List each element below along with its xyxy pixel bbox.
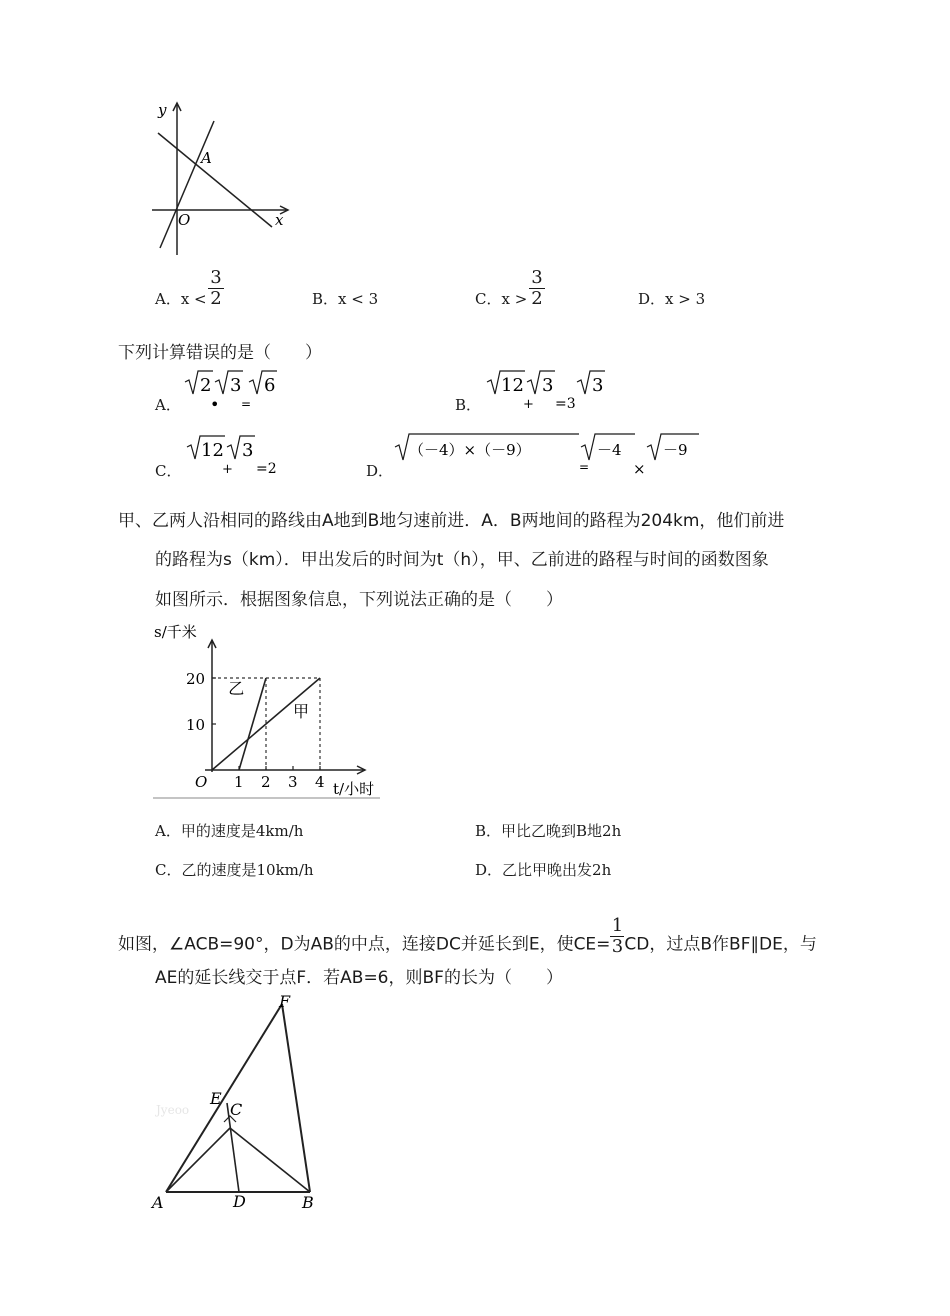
q4-seg-cb [230, 1128, 310, 1192]
q3-option-d[interactable]: D．乙比甲晚出发2h [475, 861, 612, 879]
q2-option-c-label[interactable]: C． [155, 462, 182, 480]
q1-graph [140, 95, 300, 265]
q3-option-c[interactable]: C．乙的速度是10km/h [155, 861, 314, 879]
q1-option-a-text: A．x < [155, 290, 207, 308]
q4-frac-den: 3 [611, 936, 624, 957]
q2-stem: 下列计算错误的是（ ） [118, 343, 322, 363]
q3-xlabel: t/小时 [333, 780, 375, 798]
q4-label-b: B [302, 1193, 314, 1212]
q2-b-radicand-1: 12 [501, 375, 524, 396]
q3-option-b[interactable]: B．甲比乙晚到B地2h [475, 822, 622, 840]
q4-seg-af [166, 1004, 282, 1192]
q1-option-a-num: 3 [210, 267, 222, 288]
q3-stem-line3: 如图所示．根据图象信息，下列说法正确的是（ ） [155, 590, 563, 610]
q2-b-op: + [523, 397, 534, 412]
q2-option-b-expr [485, 368, 615, 418]
q4-figure [148, 990, 338, 1220]
q2-a-radicand-1: 2 [200, 375, 212, 396]
q1-y-label: y [158, 101, 167, 119]
q3-x-tick-label: 4 [315, 773, 325, 791]
q4-seg-ac [166, 1128, 230, 1192]
q2-d-radicand-3: －9 [663, 441, 688, 459]
q2-option-d-label[interactable]: D． [366, 462, 394, 480]
q1-option-a[interactable] [155, 288, 207, 309]
q2-option-d-expr [393, 430, 713, 480]
q3-ylabel: s/千米 [154, 623, 197, 641]
q4-seg-fb [282, 1004, 310, 1192]
q3-chart [150, 622, 390, 804]
q1-option-a-den: 2 [208, 288, 224, 309]
q1-option-a-fraction [208, 268, 224, 309]
q1-option-c[interactable] [475, 288, 527, 309]
q2-option-b-label[interactable]: B． [455, 396, 482, 414]
q4-label-f: F [279, 992, 291, 1011]
q1-option-d-text: D．x > 3 [638, 290, 706, 308]
q4-frac-num: 1 [611, 915, 624, 936]
q4-label-c: C [230, 1100, 243, 1119]
q3-x-tick-label: 3 [288, 773, 298, 791]
q1-origin-label: O [178, 211, 191, 229]
q2-d-radicand-1: （－4）×（－9） [409, 441, 531, 459]
q4-label-e: E [210, 1089, 222, 1108]
q2-c-eq: =2 [256, 461, 277, 477]
q2-option-c-expr [185, 433, 295, 483]
q3-y-tick-label: 10 [186, 716, 206, 734]
q1-option-c-den: 2 [529, 288, 545, 309]
q4-stem-line1-part1: 如图，∠ACB=90°，D为AB的中点，连接DC并延长到E，使CE= [118, 934, 611, 955]
q2-a-radicand-3: 6 [264, 375, 276, 396]
q2-a-eq: = [241, 397, 252, 411]
q1-option-c-fraction [529, 268, 545, 309]
q4-label-d: D [233, 1192, 246, 1211]
q3-series-label-jia: 甲 [293, 702, 310, 722]
q2-b-radicand-3: 3 [592, 375, 604, 396]
q4-stem-line2: AE的延长线交于点F．若AB=6，则BF的长为（ ） [155, 968, 563, 988]
q3-series-label-yi: 乙 [228, 679, 245, 699]
q3-x-tick-label: 2 [261, 773, 271, 791]
q2-option-a-label[interactable]: A． [155, 396, 181, 414]
q3-stem-line1: 甲、乙两人沿相同的路线由A地到B地匀速前进．A．B两地间的路程为204km，他们前进 [118, 511, 785, 531]
q2-c-radicand-1: 12 [201, 440, 224, 461]
q4-stem-line1-part2: CD，过点B作BF∥DE，与 [624, 934, 817, 955]
q4-stem-line1 [118, 915, 817, 965]
q2-d-op: × [633, 460, 646, 478]
q2-c-radicand-2: 3 [242, 440, 254, 461]
q1-option-b[interactable] [312, 288, 378, 309]
q3-stem-line2: 的路程为s（km）．甲出发后的时间为t（h），甲、乙前进的路程与时间的函数图象 [155, 550, 769, 570]
q2-b-radicand-2: 3 [542, 375, 554, 396]
q1-option-c-num: 3 [531, 267, 543, 288]
q2-a-radicand-2: 3 [230, 375, 242, 396]
q1-point-a-label: A [201, 149, 212, 167]
q1-x-label: x [275, 211, 284, 229]
q3-x-tick-label: 1 [234, 773, 244, 791]
q1-option-d[interactable] [638, 288, 705, 309]
q1-option-c-text: C．x > [475, 290, 528, 308]
q2-b-eq: =3 [555, 396, 576, 412]
q4-label-a: A [152, 1193, 164, 1212]
q2-d-radicand-2: －4 [597, 441, 622, 459]
q2-d-eq: = [579, 460, 590, 474]
q2-a-op: • [210, 395, 220, 414]
q3-option-a[interactable]: A．甲的速度是4km/h [155, 822, 304, 840]
q4-fraction [610, 916, 624, 957]
q3-y-tick-label: 20 [186, 670, 206, 688]
q2-option-a-expr [183, 368, 293, 418]
q4-watermark: Jyeoo [156, 1103, 190, 1117]
q2-c-op: + [222, 462, 233, 477]
q3-origin-label: O [195, 773, 208, 791]
q1-option-b-text: B．x < 3 [312, 290, 379, 308]
